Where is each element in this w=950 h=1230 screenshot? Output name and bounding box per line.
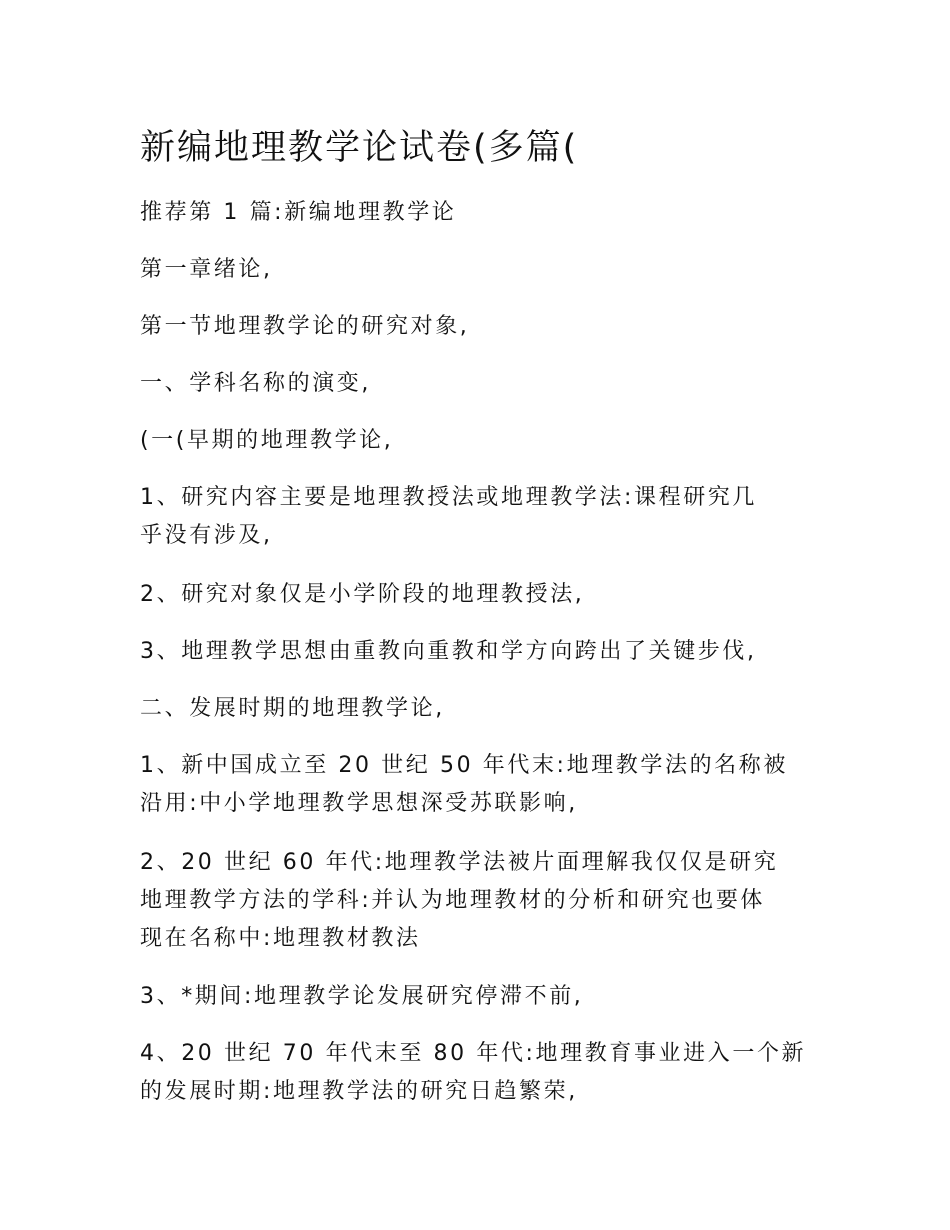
paragraph-subsection-2	[140, 690, 820, 728]
paragraph-recommend	[140, 194, 820, 232]
text-line: 2、研究对象仅是小学阶段的地理教授法,	[140, 582, 585, 607]
paragraph-dev-item-1	[140, 747, 820, 823]
text-line: 沿用:中小学地理教学思想深受苏联影响,	[140, 791, 578, 816]
text-line: 4、20 世纪 70 年代末至 80 年代:地理教育事业进入一个新	[140, 1041, 807, 1066]
paragraph-item-1	[140, 479, 820, 555]
paragraph-dev-item-4	[140, 1035, 820, 1111]
paragraph-dev-item-2	[140, 844, 820, 958]
text-line: 3、地理教学思想由重教向重教和学方向跨出了关键步伐,	[140, 639, 757, 664]
text-line: 推荐第 1 篇:新编地理教学论	[140, 200, 457, 225]
text-line: 乎没有涉及,	[140, 523, 273, 548]
paragraph-chapter-heading	[140, 251, 820, 289]
document-title: 新编地理教学论试卷(多篇(	[140, 128, 579, 168]
paragraph-subsection-1	[140, 365, 820, 403]
text-line: 第一章绪论,	[140, 257, 273, 282]
text-line: 一、学科名称的演变,	[140, 371, 371, 396]
text-line: 现在名称中:地理教材教法	[140, 926, 421, 951]
text-line: 3、*期间:地理教学论发展研究停滞不前,	[140, 984, 584, 1009]
paragraph-item-3	[140, 633, 820, 671]
paragraph-dev-item-3	[140, 978, 820, 1016]
text-line: 2、20 世纪 60 年代:地理教学法被片面理解我仅仅是研究	[140, 850, 779, 875]
text-line: 二、发展时期的地理教学论,	[140, 696, 445, 721]
text-line: 1、研究内容主要是地理教授法或地理教学法:课程研究几	[140, 485, 758, 510]
text-line: 1、新中国成立至 20 世纪 50 年代末:地理教学法的名称被	[140, 753, 788, 778]
paragraph-item-2	[140, 576, 820, 614]
text-line: 地理教学方法的学科:并认为地理教材的分析和研究也要体	[140, 888, 766, 913]
paragraph-section-heading	[140, 308, 820, 346]
text-line: (一(早期的地理教学论,	[140, 428, 394, 453]
paragraph-early-period	[140, 422, 820, 460]
text-line: 的发展时期:地理教学法的研究日趋繁荣,	[140, 1079, 578, 1104]
text-line: 第一节地理教学论的研究对象,	[140, 314, 470, 339]
